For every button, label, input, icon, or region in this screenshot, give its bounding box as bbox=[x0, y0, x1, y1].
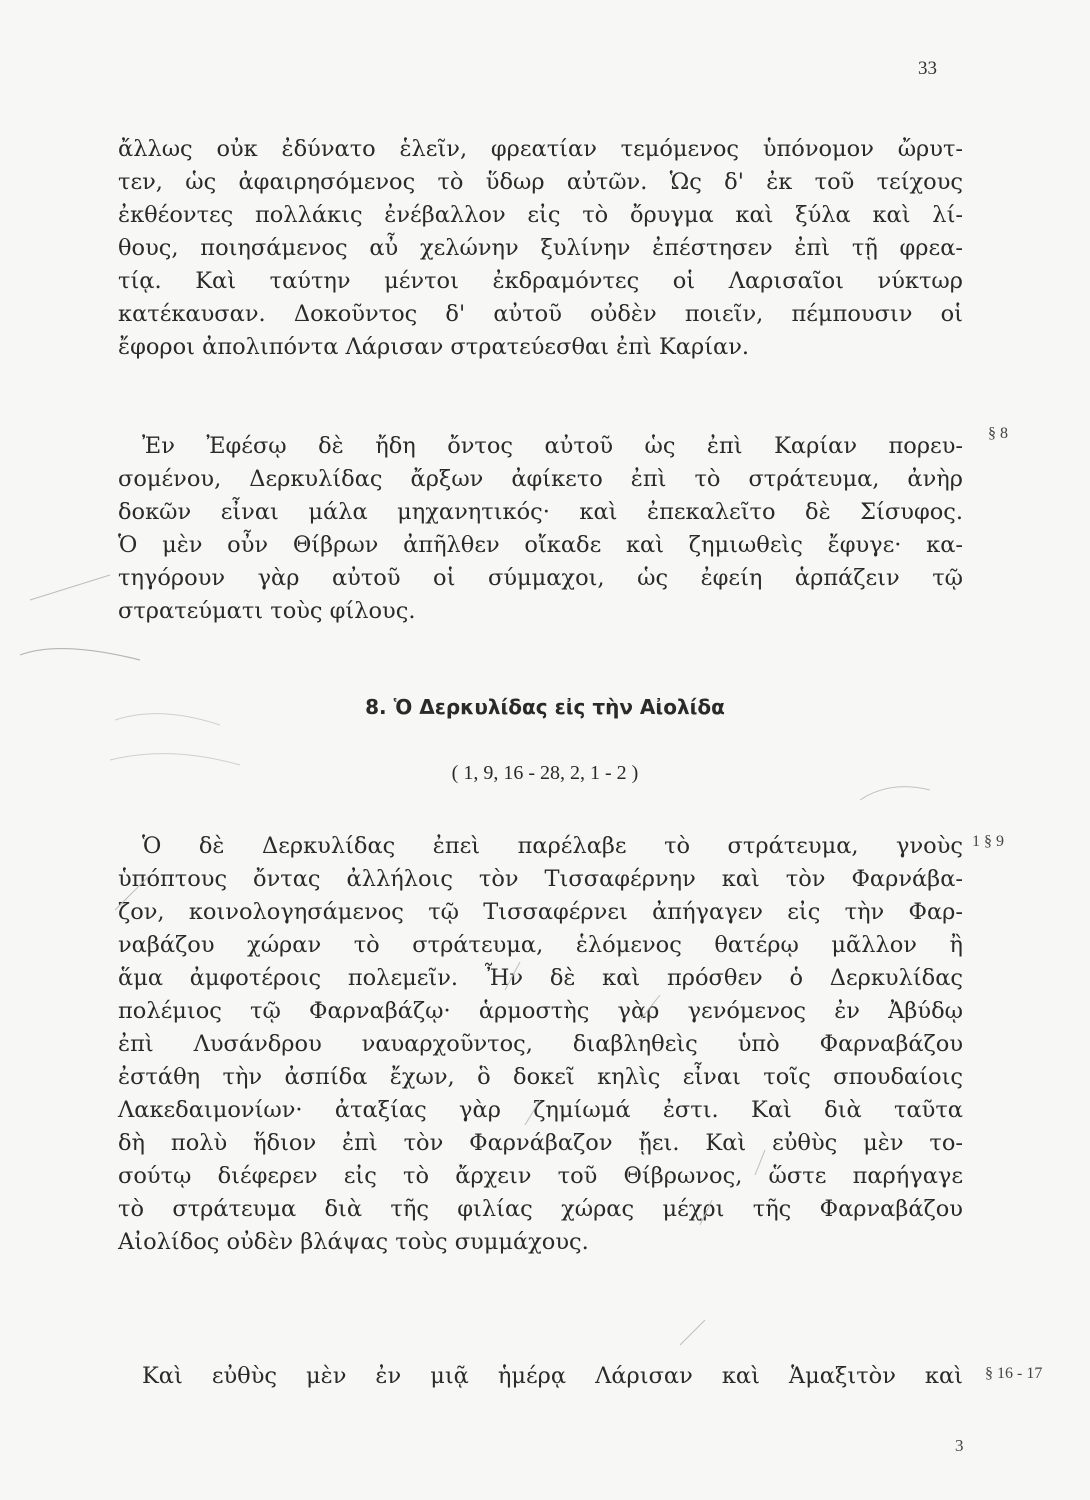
section-marker-8: § 8 bbox=[988, 425, 1008, 442]
text-line: ἐκθέοντες πολλάκις ἐνέβαλλον εἰς τὸ ὄρυγμα καὶ ξύλα καὶ λί- bbox=[118, 202, 963, 228]
pencil-stroke bbox=[110, 754, 240, 765]
text-line: Ὁ μὲν οὖν Θίβρων ἀπῆλθεν οἴκαδε καὶ ζημιωθεὶς ἔφυγε· κα- bbox=[118, 532, 963, 558]
text-line: σομένου, Δερκυλίδας ἄρξων ἀφίκετο ἐπὶ τὸ στράτευμα, ἀνὴρ bbox=[118, 466, 963, 492]
text-line: ἔφοροι ἀπολιπόντα Λάρισαν στρατεύεσθαι ἐπὶ Καρίαν. bbox=[118, 334, 750, 360]
text-line: δοκῶν εἶναι μάλα μηχανητικός· καὶ ἐπεκαλεῖτο δὲ Σίσυφος. bbox=[118, 499, 963, 525]
text-line: τεν, ὡς ἀφαιρησόμενος τὸ ὕδωρ αὐτῶν. Ὡς δ' ἐκ τοῦ τείχους bbox=[118, 169, 963, 195]
text-line: ἐπὶ Λυσάνδρου ναυαρχοῦντος, διαβληθεὶς ὑπὸ Φαρναβάζου bbox=[118, 1031, 963, 1057]
text-line: Καὶ εὐθὺς μὲν ἐν μιᾷ ἡμέρᾳ Λάρισαν καὶ Ἁμαξιτὸν καὶ bbox=[142, 1363, 963, 1389]
pencil-stroke bbox=[680, 1320, 705, 1345]
page-number: 33 bbox=[918, 58, 937, 79]
text-line: ὑπόπτους ὄντας ἀλλήλοις τὸν Τισσαφέρνην καὶ τὸν Φαρνάβα- bbox=[118, 866, 963, 892]
pencil-stroke bbox=[755, 1150, 765, 1175]
text-line: Ὁ δὲ Δερκυλίδας ἐπεὶ παρέλαβε τὸ στράτευμα, γνοὺς bbox=[142, 833, 963, 859]
text-line: ἅμα ἀμφοτέροις πολεμεῖν. Ἦν δὲ καὶ πρόσθεν ὁ Δερκυλίδας bbox=[118, 965, 963, 991]
section-reference: ( 1, 9, 16 - 28, 2, 1 - 2 ) bbox=[451, 762, 639, 784]
text-line: ζον, κοινολογησάμενος τῷ Τισσαφέρνει ἀπήγαγεν εἰς τὴν Φαρ- bbox=[118, 899, 963, 925]
footer-number: 3 bbox=[955, 1436, 964, 1455]
text-line: τὸ στράτευμα διὰ τῆς φιλίας χώρας μέχρι τῆς Φαρναβάζου bbox=[118, 1196, 963, 1222]
text-line: στρατεύματι τοὺς φίλους. bbox=[118, 598, 416, 624]
text-line: Ἐν Ἐφέσῳ δὲ ἤδη ὄντος αὐτοῦ ὡς ἐπὶ Καρίαν πορευ- bbox=[142, 433, 963, 459]
pencil-stroke bbox=[640, 995, 660, 1020]
text-line: σούτῳ διέφερεν εἰς τὸ ἄρχειν τοῦ Θίβρωνος, ὥστε παρήγαγε bbox=[118, 1163, 963, 1189]
pencil-stroke bbox=[700, 1200, 712, 1225]
section-marker-9: 1 § 9 bbox=[972, 833, 1004, 850]
text-line: τηγόρουν γὰρ αὐτοῦ οἱ σύμμαχοι, ὡς ἐφείη ἁρπάζειν τῷ bbox=[118, 565, 963, 591]
text-line: θους, ποιησάμενος αὖ χελώνην ξυλίνην ἐπέστησεν ἐπὶ τῇ φρεα- bbox=[118, 235, 963, 261]
text-line: ἐστάθη τὴν ἀσπίδα ἔχων, ὃ δοκεῖ κηλὶς εἶναι τοῖς σπουδαίοις bbox=[118, 1064, 963, 1090]
pencil-stroke bbox=[20, 649, 140, 660]
text-line: Λακεδαιμονίων· ἀταξίας γὰρ ζημίωμά ἐστι. Καὶ διὰ ταῦτα bbox=[118, 1097, 963, 1123]
text-line: δὴ πολὺ ἥδιον ἐπὶ τὸν Φαρνάβαζον ᾔει. Καὶ εὐθὺς μὲν το- bbox=[118, 1130, 963, 1156]
section-marker-16-17: § 16 - 17 bbox=[985, 1365, 1043, 1382]
text-line: ναβάζου χώραν τὸ στράτευμα, ἑλόμενος θατέρῳ μᾶλλον ἢ bbox=[118, 932, 963, 958]
pencil-stroke bbox=[525, 1100, 540, 1125]
pencil-stroke bbox=[505, 962, 520, 990]
text-line: πολέμιος τῷ Φαρναβάζῳ· ἁρμοστὴς γὰρ γενόμενος ἐν Ἀβύδῳ bbox=[118, 998, 963, 1024]
text-line: ἄλλως οὐκ ἐδύνατο ἑλεῖν, φρεατίαν τεμόμενος ὑπόνομον ὤρυτ- bbox=[118, 136, 963, 162]
pencil-stroke bbox=[30, 575, 110, 600]
text-line: Αἰολίδος οὐδὲν βλάψας τοὺς συμμάχους. bbox=[118, 1229, 589, 1255]
text-line: κατέκαυσαν. Δοκοῦντος δ' αὐτοῦ οὐδὲν ποιεῖν, πέμπουσιν οἱ bbox=[118, 301, 963, 327]
section-heading: 8. Ὁ Δερκυλίδας εἰς τὴν Αἰολίδα bbox=[365, 695, 725, 719]
text-line: τίᾳ. Καὶ ταύτην μέντοι ἐκδραμόντες οἱ Λαρισαῖοι νύκτωρ bbox=[118, 268, 963, 294]
pencil-stroke bbox=[115, 714, 220, 725]
pencil-stroke bbox=[115, 875, 150, 910]
pencil-stroke bbox=[860, 787, 930, 800]
